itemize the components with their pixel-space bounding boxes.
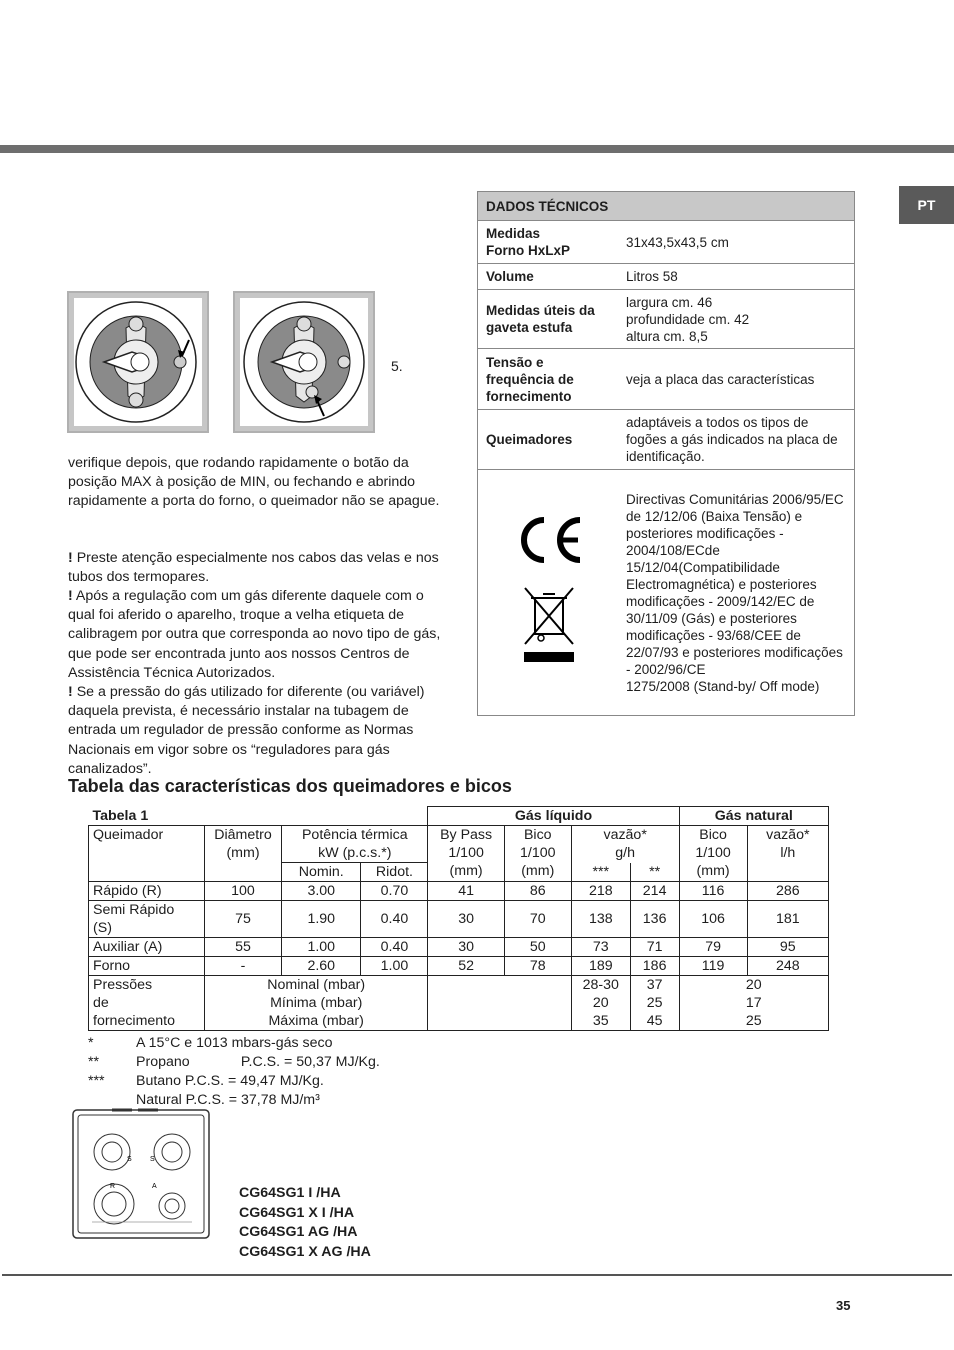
note-symbol: *** xyxy=(88,1073,105,1089)
language-tab: PT xyxy=(899,186,954,224)
cell: 2.60 xyxy=(282,957,361,976)
cell: 50 xyxy=(504,938,571,957)
cell: 189 xyxy=(571,957,630,976)
cell: 79 xyxy=(679,938,747,957)
cell: 214 xyxy=(630,882,679,901)
cell: 1.90 xyxy=(282,901,361,938)
cell: 100 xyxy=(204,882,281,901)
cell: 3.00 xyxy=(282,882,361,901)
burner-table xyxy=(88,806,829,1031)
knob-adjustment-illustration-1 xyxy=(67,291,209,433)
header-flow-propane: ** xyxy=(630,863,679,882)
table-caption: Tabela 1 xyxy=(89,807,428,826)
cell: 186 xyxy=(630,957,679,976)
note xyxy=(88,1034,380,1053)
model-list xyxy=(239,1184,371,1262)
model-name: CG64SG1 I /HA xyxy=(239,1185,341,1201)
header-bar xyxy=(0,145,954,153)
warning-mark: ! xyxy=(68,550,73,566)
cell-burner: Semi Rápido (S) xyxy=(89,901,205,938)
header-burner: Queimador xyxy=(89,826,205,882)
note-text: Natural P.C.S. = 37,78 MJ/m³ xyxy=(136,1092,320,1108)
warning-mark: ! xyxy=(68,588,73,604)
burner-valve-icon xyxy=(240,298,368,426)
note-symbol: ** xyxy=(88,1054,100,1070)
header-flow-butane: *** xyxy=(571,863,630,882)
cell: 248 xyxy=(747,957,828,976)
technical-data-header: DADOS TÉCNICOS xyxy=(478,192,855,221)
warning-cables xyxy=(68,549,448,587)
header-flow-l: vazão* l/h xyxy=(747,826,828,882)
row-label: Medidas Forno HxLxP xyxy=(478,221,621,264)
cell: 1.00 xyxy=(282,938,361,957)
warning-pressure xyxy=(68,683,448,779)
cell: 30 xyxy=(428,901,504,938)
row-value: Litros 58 xyxy=(620,264,855,290)
directives-text: Directivas Comunitárias 2006/95/EC de 12/12/06 (Baixa Tensão) e posteriores modificações - 2004/108/ECde 15/12/04(Compatibilidade Electromagnética) e posteriores modificações - 2009/142/EC de 30/11/09 (Gás) e posteriores modificações - 93/68/CEE de 22/07/93 e posteriores modificações - 2002/96/CE 1275/2008 (Stand-by/ Off mode) xyxy=(626,491,844,694)
model-name: CG64SG1 X AG /HA xyxy=(239,1243,371,1260)
certification-marks xyxy=(478,470,621,716)
table-row xyxy=(89,938,829,957)
page-number: 35 xyxy=(836,1298,851,1313)
cell: 55 xyxy=(204,938,281,957)
cell: 0.40 xyxy=(361,901,428,938)
pressure-types: Nominal (mbar) Mínima (mbar) Máxima (mbar) xyxy=(204,976,428,1031)
cell: 70 xyxy=(504,901,571,938)
group-natural: Gás natural xyxy=(679,807,828,826)
header-diameter: Diâmetro (mm) xyxy=(204,826,281,882)
row-value: adaptáveis a todos os tipos de fogões a gás indicados na placa de identificação. xyxy=(620,410,855,470)
cell-burner: Auxiliar (A) xyxy=(89,938,205,957)
pressure-propane: 37 25 45 xyxy=(630,976,679,1031)
cell: 73 xyxy=(571,938,630,957)
pressure-natural: 20 17 25 xyxy=(679,976,828,1031)
pressure-label: Pressões de fornecimento xyxy=(89,976,205,1031)
warning-text: Preste atenção especialmente nos cabos das velas e nos tubos dos termopares. xyxy=(68,550,439,586)
warning-text: Após a regulação com um gás diferente daquele com o qual foi aferido o aparelho, troque a velha etiqueta de calibragem por outra que corresponda ao novo tipo de gás, que pode ser encontrada junto aos nossos Centros de Assistência Técnica Autorizados. xyxy=(68,588,441,681)
cell: - xyxy=(204,957,281,976)
row-label: Volume xyxy=(478,264,621,290)
hob-layout-icon xyxy=(72,1106,210,1240)
cell: 0.70 xyxy=(361,882,428,901)
cell: 181 xyxy=(747,901,828,938)
cell: 1.00 xyxy=(361,957,428,976)
row-value: veja a placa das características xyxy=(620,349,855,410)
note-text: Butano P.C.S. = 49,47 MJ/Kg. xyxy=(136,1073,324,1089)
header-ridot: Ridot. xyxy=(361,863,428,882)
warning-label xyxy=(68,587,448,683)
warning-mark: ! xyxy=(68,684,73,700)
cell: 95 xyxy=(747,938,828,957)
warning-text: Se a pressão do gás utilizado for diferente (ou variável) daquela prevista, é necessário instalar na tubagem de entrada um regulador de pressão conforme as Normas Nacionais em vigor sobre os “reguladores para gás canalizados”. xyxy=(68,684,425,777)
burner-valve-icon xyxy=(74,298,202,426)
knob-adjustment-illustration-2 xyxy=(233,291,375,433)
note xyxy=(88,1053,380,1072)
cell: 136 xyxy=(630,901,679,938)
header-nomin: Nomin. xyxy=(282,863,361,882)
note-text: Propano P.C.S. = 50,37 MJ/Kg. xyxy=(136,1054,380,1070)
pressure-row xyxy=(89,976,829,1031)
cell: 0.40 xyxy=(361,938,428,957)
footer-rule xyxy=(2,1274,952,1276)
cell: 78 xyxy=(504,957,571,976)
row-value: largura cm. 46 profundidade cm. 42 altura cm. 8,5 xyxy=(620,290,855,349)
pressure-butane: 28-30 20 35 xyxy=(571,976,630,1031)
cell-burner: Forno xyxy=(89,957,205,976)
cell: 71 xyxy=(630,938,679,957)
cell: 52 xyxy=(428,957,504,976)
table-row xyxy=(89,901,829,938)
cell: 218 xyxy=(571,882,630,901)
cell: 106 xyxy=(679,901,747,938)
cell-burner: Rápido (R) xyxy=(89,882,205,901)
hob-label-r: R xyxy=(110,1183,116,1190)
group-liquid: Gás líquido xyxy=(428,807,679,826)
cell: 41 xyxy=(428,882,504,901)
cell: 116 xyxy=(679,882,747,901)
hob-label-s2: S xyxy=(150,1156,155,1163)
header-bico-natural: Bico 1/100 (mm) xyxy=(679,826,747,882)
row-label: Tensão e frequência de fornecimento xyxy=(478,349,621,410)
header-bico: Bico 1/100 (mm) xyxy=(504,826,571,882)
row-label: Queimadores xyxy=(478,410,621,470)
empty-cell xyxy=(428,976,571,1031)
cell: 119 xyxy=(679,957,747,976)
row-value: 31x43,5x43,5 cm xyxy=(620,221,855,264)
note-symbol: * xyxy=(88,1035,94,1051)
hob-label-s1: S xyxy=(127,1156,132,1163)
cell: 286 xyxy=(747,882,828,901)
step-number: 5. xyxy=(391,358,403,374)
table-row xyxy=(89,882,829,901)
cell: 30 xyxy=(428,938,504,957)
row-label: Medidas úteis da gaveta estufa xyxy=(478,290,621,349)
ce-mark-icon xyxy=(514,515,584,565)
model-name: CG64SG1 X I /HA xyxy=(239,1204,355,1221)
paragraph-verify: verifique depois, que rodando rapidamente o botão da posição MAX à posição de MIN, ou fechando e abrindo rapidamente a porta do forno, o queimador não se apague. xyxy=(68,455,440,510)
cell: 138 xyxy=(571,901,630,938)
header-power: Potência térmica kW (p.c.s.*) xyxy=(282,826,428,863)
header-flow-g: vazão* g/h xyxy=(571,826,679,863)
hob-label-a: A xyxy=(152,1183,157,1190)
note-text: A 15°C e 1013 mbars-gás seco xyxy=(136,1035,333,1051)
cell: 86 xyxy=(504,882,571,901)
section-title: Tabela das características dos queimadores e bicos xyxy=(68,776,512,796)
weee-bin-icon xyxy=(519,586,579,666)
header-bypass: By Pass 1/100 (mm) xyxy=(428,826,504,882)
table-row xyxy=(89,957,829,976)
table-notes xyxy=(88,1034,380,1110)
model-name: CG64SG1 AG /HA xyxy=(239,1224,358,1240)
technical-data-table xyxy=(477,191,855,716)
note xyxy=(88,1072,380,1091)
cell: 75 xyxy=(204,901,281,938)
